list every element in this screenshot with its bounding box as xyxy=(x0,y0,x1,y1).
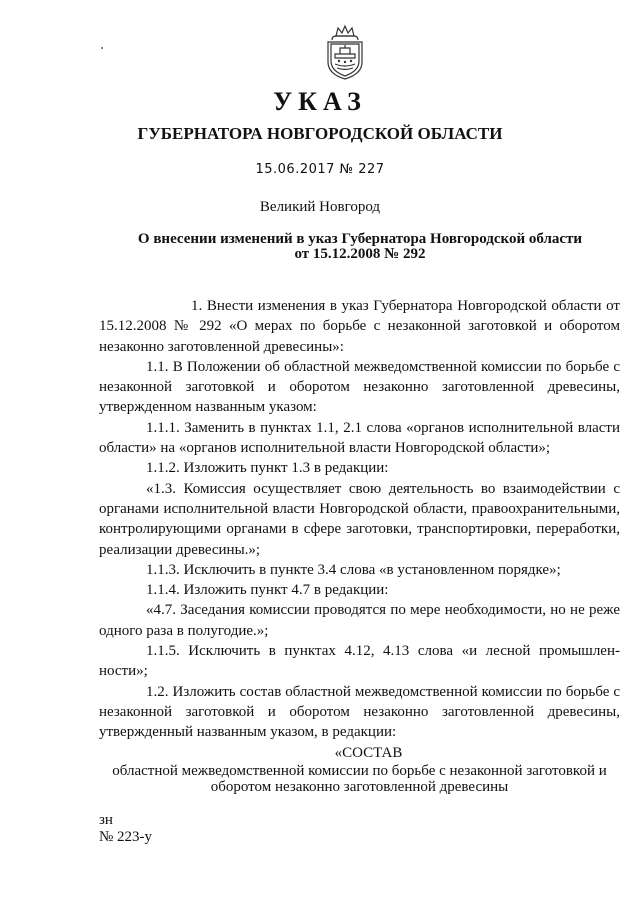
heading-line-2: от 15.12.2008 № 292 xyxy=(294,246,426,262)
document-subtitle: ГУБЕРНАТОРА НОВГОРОДСКОЙ ОБЛАСТИ xyxy=(137,124,503,143)
document-footer xyxy=(99,812,152,846)
paragraph-1-1-5: 1.1.5. Исключить в пунктах 4.12, 4.13 слова «и лесной промышленности»; xyxy=(99,643,620,680)
paragraph-quote-1-3: «1.3. Комиссия осуществляет свою деятельность во взаимодействии с органами исполнительной власти Новгородской области, правоохранительными, контролирующими органами в сфере заготовки, транспортировки, переработки, реализации древесины.»; xyxy=(99,480,620,558)
document-city: Великий Новгород xyxy=(259,199,381,215)
composition-title: «СОСТАВ xyxy=(334,744,403,761)
composition-subtitle-line-1: областной межведомственной комиссии по борьбе с незаконной заготовкой и xyxy=(112,762,607,779)
heading-line-1: О внесении изменений в указ Губернатора Новгородской области xyxy=(137,231,583,247)
scan-dot xyxy=(101,47,103,49)
paragraph-1: 1. Внести изменения в указ Губернатора Новгородской области от 15.12.2008 № 292 «О мерах по борьбе с незаконной заготовкой и оборотом незаконно заготовленной древесины»: xyxy=(99,298,620,355)
paragraph-1-2: 1.2. Изложить состав областной межведомственной комиссии по борьбе с незаконной заготовкой и оборотом незаконно заготовленной древесины, утвержденный названным указом, в редакции: xyxy=(99,683,620,741)
coat-of-arms-icon xyxy=(323,22,367,82)
document-heading xyxy=(100,232,620,262)
paragraph-1-1-4: 1.1.4. Изложить пункт 4.7 в редакции: xyxy=(146,582,389,599)
paragraph-quote-4-7: «4.7. Заседания комиссии проводятся по мере необходимости, но не реже одного раза в полугодие.»; xyxy=(99,602,620,639)
composition-subtitle-line-2: оборотом незаконно заготовленной древесины xyxy=(210,778,509,795)
footer-number: № 223-у xyxy=(99,829,153,845)
paragraph-1-1-2: 1.1.2. Изложить пункт 1.3 в редакции: xyxy=(146,460,389,477)
document-title: УКАЗ xyxy=(273,87,367,116)
footer-initials: зн xyxy=(99,812,113,828)
document-date-number: 15.06.2017 № 227 xyxy=(255,162,385,177)
paragraph-1-1-1: 1.1.1. Заменить в пунктах 1.1, 2.1 слова «органов исполнительной власти области» на «органов исполнительной власти Новгородской области»; xyxy=(99,419,620,457)
paragraph-1-1-3: 1.1.3. Исключить в пункте 3.4 слова «в установленном порядке»; xyxy=(146,561,561,578)
paragraph-1-1: 1.1. В Положении об областной межведомственной комиссии по борьбе с незаконной заготовкой и оборотом незаконно заготовленной древесины, утвержденном названным указом: xyxy=(99,358,620,416)
document-body xyxy=(99,296,620,795)
